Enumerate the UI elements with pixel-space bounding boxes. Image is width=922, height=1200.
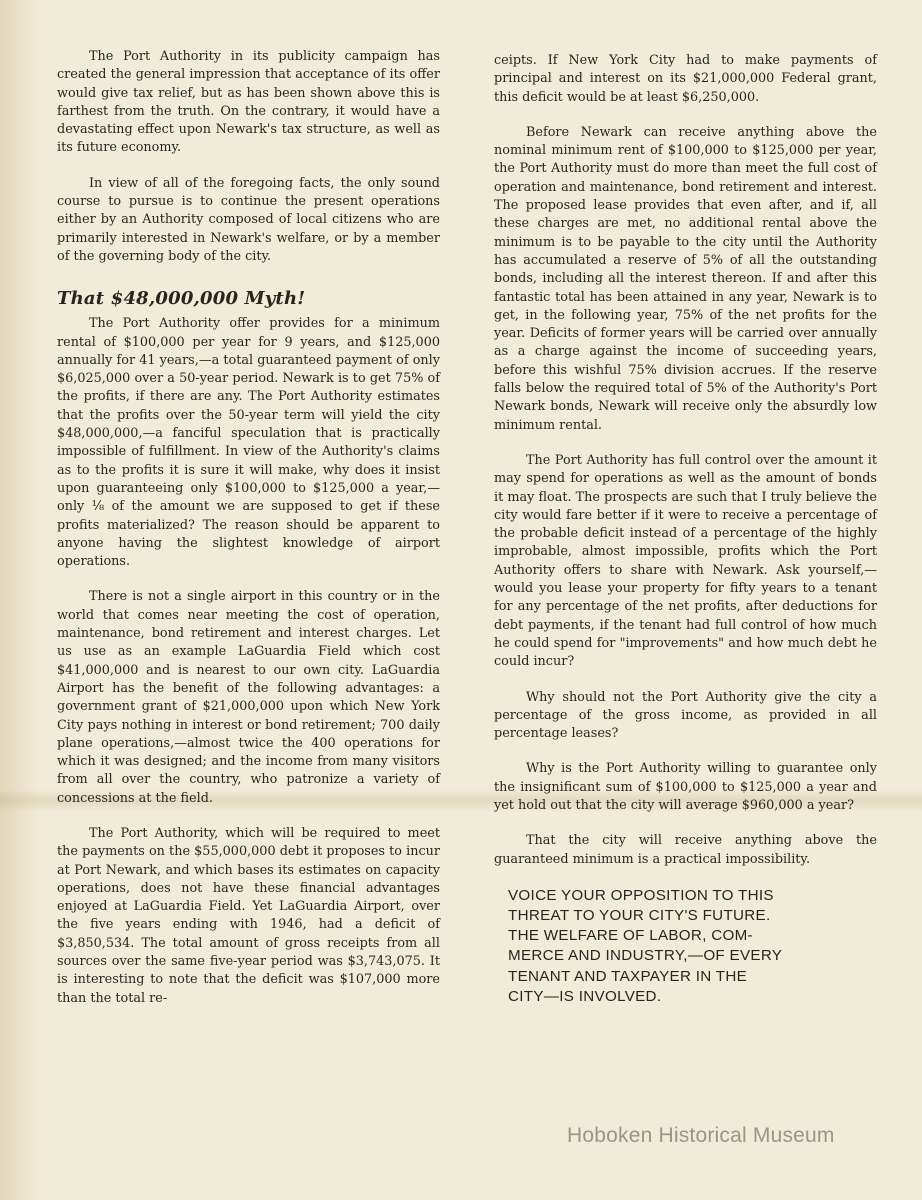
paragraph-sound-course: In view of all of the foregoing facts, the only sound course to pursue is to continue the present operations either by an Authority composed of local citizens who are primarily interested in Newark's welfare, or by a member of the governing body of the city. — [57, 175, 440, 264]
paragraph-minimum-rent: Before Newark can receive anything above the nominal minimum rent of $100,000 to $125,000 per year, the Port Authority must do more than meet the full cost of operation and maintenance, bond retirement and interest. The proposed lease provides that even after, and if, all these charges are met, no additional rental above the minimum is to be payable to the city until the Authority has accumulated a reserve of 5% of all the outstanding bonds, including all the interest thereon. If and after this fantastic total has been attained in any year, Newark is to get, in the following year, 75% of the net profits for the year. Deficits of former years will be carried over annually as a charge against the income of succeeding years, before this wishful 75% division accrues. If the reserve falls below the required total of 5% of the Authority's Port Newark bonds, Newark will receive only the absurdly low minimum rental. — [494, 124, 877, 433]
call-to-action-line: THE WELFARE OF LABOR, COM- — [508, 927, 753, 945]
paragraph-tax-relief: The Port Authority in its publicity campaign has created the general impression that acceptance of its offer would give tax relief, but as has been shown above this is farthest from the truth. On the contrary, it would have a devastating effect upon Newark's tax structure, as well as its future economy. — [57, 49, 440, 156]
right-column — [494, 52, 877, 1007]
paragraph-continuation: ceipts. If New York City had to make payments of principal and interest on its $21,000,000 Federal grant, this deficit would be at least $6,250,000. — [494, 53, 877, 105]
call-to-action-line: TENANT AND TAXPAYER IN THE — [508, 967, 748, 985]
call-to-action-line: VOICE YOUR OPPOSITION TO THIS — [508, 886, 774, 904]
call-to-action-line: MERCE AND INDUSTRY,—OF EVERY — [508, 947, 783, 965]
paragraph-impossibility: That the city will receive anything above the guaranteed minimum is a practical impossibility. — [494, 833, 877, 867]
museum-watermark: Hoboken Historical Museum — [567, 1124, 835, 1147]
paragraph-gross-income: Why should not the Port Authority give the city a percentage of the gross income, as provided in all percentage leases? — [494, 689, 877, 742]
call-to-action-line: CITY—IS INVOLVED. — [508, 987, 662, 1005]
call-to-action-line: THREAT TO YOUR CITY'S FUTURE. — [508, 907, 771, 925]
section-heading-myth: That $48,000,000 Myth! — [57, 288, 306, 310]
left-column — [57, 48, 440, 1025]
paragraph-port-newark-debt: The Port Authority, which will be required to meet the payments on the $55,000,000 debt it proposes to incur at Port Newark, and which bases its estimates on capacity operations, does not have these financial advantages enjoyed at LaGuardia Field. Yet LaGuardia Airport, over the five years ending with 1946, had a deficit of $3,850,534. The total amount of gross receipts from all sources over the same five-year period was $3,743,075. It is interesting to note that the deficit was $107,000 more than the total re- — [57, 825, 440, 1006]
paragraph-offer-terms: The Port Authority offer provides for a minimum rental of $100,000 per year for 9 years, and $125,000 annually for 41 years,—a total guaranteed payment of only $6,025,000 over a 50-year period. Newark is to get 75% of the profits, if there are any. The Port Authority estimates that the profits over the 50-year term will yield the city $48,000,000,—a fanciful speculation that is practically impossible of fulfillment. In view of the Authority's claims as to the profits it is sure it will make, why does it insist upon guaranteeing only $100,000 to $125,000 a year,—only ⅛ of the amount we are supposed to get if these profits materialized? The reason should be apparent to anyone having the slightest knowledge of airport operations. — [57, 316, 440, 570]
paragraph-guarantee-question: Why is the Port Authority willing to guarantee only the insignificant sum of $100,000 to $125,000 a year and yet hold out that the city will average $960,000 a year? — [494, 761, 877, 813]
paragraph-laguardia-example: There is not a single airport in this country or in the world that comes near meeting the cost of operation, maintenance, bond retirement and interest charges. Let us use as an example LaGuardia Field which cost $41,000,000 and is nearest to our own city. LaGuardia Airport has the benefit of the following advantages: a government grant of $21,000,000 upon which New York City pays nothing in interest or bond retirement; 700 daily plane operations,—almost twice the 400 operations for which it was designed; and the income from many visitors from all over the country, who patronize a variety of concessions at the field. — [57, 589, 440, 806]
paragraph-full-control: The Port Authority has full control over the amount it may spend for operations as well as the amount of bonds it may float. The prospects are such that I truly believe the city would fare better if it were to receive a percentage of the probable deficit instead of a percentage of the highly improbable, almost impossible, profits which the Port Authority offers to share with Newark. Ask yourself,—would you lease your property for fifty years to a tenant for any percentage of the net profits, after deductions for debt payments, if the tenant had full control of how much he could spend for "improvements" and how much debt he could incur? — [494, 452, 877, 670]
call-to-action — [508, 886, 858, 1007]
